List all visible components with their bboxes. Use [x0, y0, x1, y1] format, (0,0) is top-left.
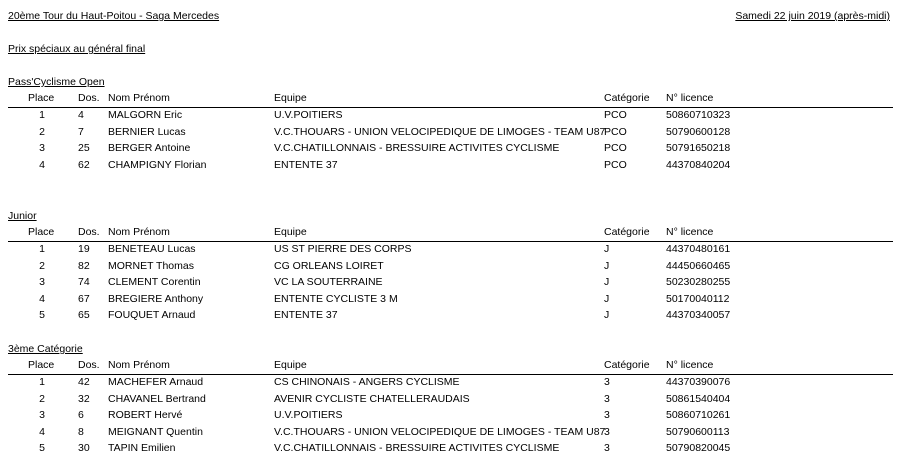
cell-category: PCO — [604, 109, 627, 121]
cell-dos: 30 — [78, 442, 90, 455]
cell-category: J — [604, 259, 610, 272]
event-title: 20ème Tour du Haut-Poitou - Saga Mercedes — [8, 10, 220, 22]
column-header-category: Catégorie — [604, 359, 650, 371]
cell-category: J — [604, 243, 610, 255]
cell-dos: 32 — [78, 392, 90, 405]
cell-dos: 62 — [78, 158, 90, 171]
table-row — [0, 260, 899, 277]
cell-name: MALGORN Eric — [108, 109, 183, 121]
cell-category: 3 — [604, 392, 610, 405]
cell-dos: 7 — [78, 125, 84, 138]
cell-category: 3 — [604, 376, 610, 388]
cell-team: V.C.CHATILLONNAIS - BRESSUIRE ACTIVITES CYCLISME — [274, 442, 560, 455]
cell-dos: 74 — [78, 276, 90, 289]
cell-category: J — [604, 292, 610, 305]
table-row — [0, 142, 899, 159]
header-rule — [8, 241, 893, 242]
column-header-name: Nom Prénom — [108, 359, 170, 371]
table-row — [0, 159, 899, 176]
table-row — [0, 109, 899, 126]
cell-category: 3 — [604, 409, 610, 422]
cell-dos: 67 — [78, 292, 90, 305]
cell-team: V.C.THOUARS - UNION VELOCIPEDIQUE DE LIMOGES - TEAM U87 — [274, 125, 606, 138]
cell-name: MORNET Thomas — [108, 259, 194, 272]
cell-licence: 44370480161 — [666, 243, 731, 255]
column-header-licence: N° licence — [666, 226, 714, 238]
cell-team: AVENIR CYCLISTE CHATELLERAUDAIS — [274, 392, 470, 405]
cell-place: 3 — [39, 409, 45, 422]
cell-name: MEIGNANT Quentin — [108, 425, 203, 438]
cell-team: CS CHINONAIS - ANGERS CYCLISME — [274, 376, 460, 388]
column-header-name: Nom Prénom — [108, 92, 170, 104]
cell-category: 3 — [604, 442, 610, 455]
event-date: Samedi 22 juin 2019 (après-midi) — [735, 10, 890, 22]
section-title: 3ème Catégorie — [8, 343, 83, 355]
cell-licence: 50790600128 — [666, 125, 731, 138]
column-header-dos: Dos. — [78, 92, 100, 104]
column-header-category: Catégorie — [604, 92, 650, 104]
table-row — [0, 243, 899, 260]
table-row — [0, 126, 899, 143]
table-row — [0, 276, 899, 293]
cell-name: BERNIER Lucas — [108, 125, 186, 138]
cell-category: PCO — [604, 125, 627, 138]
cell-name: CLEMENT Corentin — [108, 276, 201, 289]
cell-team: ENTENTE 37 — [274, 309, 338, 322]
cell-licence: 50791650218 — [666, 142, 731, 155]
section-title: Junior — [8, 210, 37, 222]
cell-team: U.V.POITIERS — [274, 409, 343, 422]
cell-team: ENTENTE CYCLISTE 3 M — [274, 292, 398, 305]
cell-name: BERGER Antoine — [108, 142, 191, 155]
column-header-category: Catégorie — [604, 226, 650, 238]
cell-team: U.V.POITIERS — [274, 109, 343, 121]
column-header-team: Equipe — [274, 359, 307, 371]
cell-place: 1 — [39, 109, 45, 121]
cell-team: CG ORLEANS LOIRET — [274, 259, 384, 272]
cell-name: MACHEFER Arnaud — [108, 376, 204, 388]
table-row — [0, 293, 899, 310]
cell-dos: 8 — [78, 425, 84, 438]
table-row — [0, 426, 899, 443]
header-rule — [8, 374, 893, 375]
cell-licence: 50170040112 — [666, 292, 730, 305]
cell-licence: 50860710261 — [666, 409, 731, 422]
cell-dos: 6 — [78, 409, 84, 422]
cell-place: 4 — [39, 425, 45, 438]
cell-dos: 25 — [78, 142, 90, 155]
cell-category: PCO — [604, 142, 627, 155]
cell-place: 3 — [39, 276, 45, 289]
cell-name: CHAVANEL Bertrand — [108, 392, 206, 405]
cell-dos: 4 — [78, 109, 84, 121]
cell-dos: 42 — [78, 376, 90, 388]
cell-team: V.C.CHATILLONNAIS - BRESSUIRE ACTIVITES CYCLISME — [274, 142, 560, 155]
cell-team: US ST PIERRE DES CORPS — [274, 243, 412, 255]
table-row — [0, 309, 899, 326]
column-header-dos: Dos. — [78, 359, 100, 371]
cell-dos: 19 — [78, 243, 90, 255]
cell-licence: 50860710323 — [666, 109, 731, 121]
cell-team: VC LA SOUTERRAINE — [274, 276, 383, 289]
table-row — [0, 409, 899, 426]
cell-category: 3 — [604, 425, 610, 438]
cell-name: CHAMPIGNY Florian — [108, 158, 207, 171]
column-header-name: Nom Prénom — [108, 226, 170, 238]
page-subtitle: Prix spéciaux au général final — [8, 43, 146, 55]
header-rule — [8, 107, 893, 108]
cell-category: J — [604, 276, 610, 289]
cell-place: 2 — [39, 125, 45, 138]
cell-team: ENTENTE 37 — [274, 158, 338, 171]
cell-licence: 44450660465 — [666, 259, 731, 272]
column-header-licence: N° licence — [666, 359, 714, 371]
cell-place: 4 — [39, 292, 45, 305]
table-row — [0, 442, 899, 459]
cell-licence: 50790600113 — [666, 425, 730, 438]
column-header-place: Place — [28, 92, 55, 104]
cell-licence: 50861540404 — [666, 392, 731, 405]
column-header-team: Equipe — [274, 226, 307, 238]
section-title: Pass'Cyclisme Open — [8, 76, 105, 88]
cell-category: J — [604, 309, 610, 322]
cell-licence: 44370840204 — [666, 158, 731, 171]
cell-place: 4 — [39, 158, 45, 171]
cell-name: FOUQUET Arnaud — [108, 309, 196, 322]
cell-name: TAPIN Emilien — [108, 442, 176, 455]
column-header-place: Place — [28, 226, 55, 238]
cell-name: BENETEAU Lucas — [108, 243, 196, 255]
cell-team: V.C.THOUARS - UNION VELOCIPEDIQUE DE LIMOGES - TEAM U87 — [274, 425, 606, 438]
cell-place: 1 — [39, 243, 45, 255]
column-header-dos: Dos. — [78, 226, 100, 238]
cell-licence: 50230280255 — [666, 276, 731, 289]
cell-category: PCO — [604, 158, 627, 171]
cell-place: 2 — [39, 392, 45, 405]
cell-name: ROBERT Hervé — [108, 409, 183, 422]
column-header-team: Equipe — [274, 92, 307, 104]
cell-licence: 44370340057 — [666, 309, 731, 322]
cell-place: 5 — [39, 309, 45, 322]
cell-place: 3 — [39, 142, 45, 155]
cell-dos: 65 — [78, 309, 90, 322]
column-header-licence: N° licence — [666, 92, 714, 104]
cell-dos: 82 — [78, 259, 90, 272]
cell-place: 1 — [39, 376, 45, 388]
cell-licence: 44370390076 — [666, 376, 731, 388]
table-row — [0, 376, 899, 393]
cell-place: 2 — [39, 259, 45, 272]
table-row — [0, 393, 899, 410]
cell-name: BREGIERE Anthony — [108, 292, 204, 305]
column-header-place: Place — [28, 359, 55, 371]
cell-place: 5 — [39, 442, 45, 455]
cell-licence: 50790820045 — [666, 442, 731, 455]
